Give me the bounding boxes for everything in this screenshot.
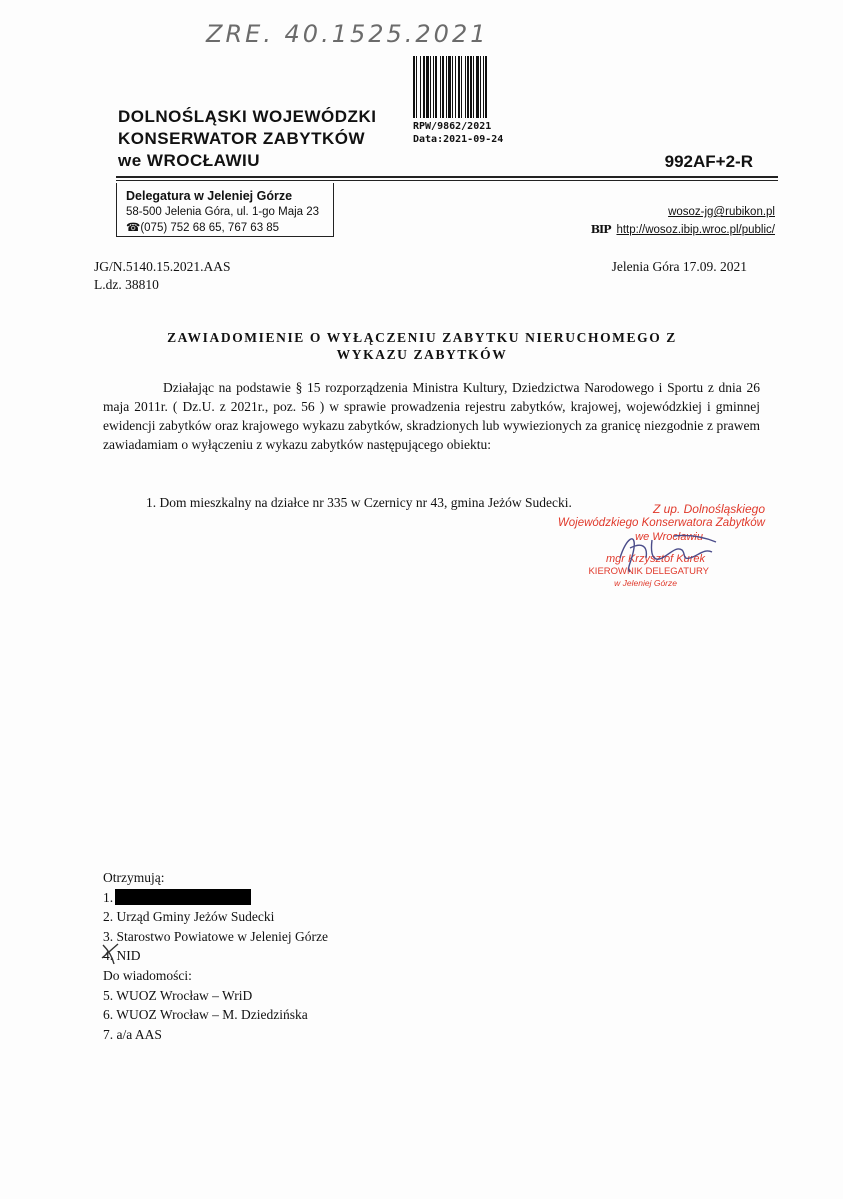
cc-recipient-6: 6. WUOZ Wrocław – M. Dziedzińska [103, 1007, 308, 1023]
cc-heading: Do wiadomości: [103, 967, 192, 983]
cc-recipient-5: 5. WUOZ Wrocław – WriD [103, 987, 253, 1003]
barcode-block [413, 56, 535, 146]
barcode-bar [485, 56, 487, 118]
org-line-2: KONSERWATOR ZABYTKÓW [118, 129, 366, 148]
stamp-line-4: mgr Krzysztof Kurek [605, 553, 705, 565]
stamp-line-6: w Jeleniej Górze [614, 578, 677, 588]
recipient-2: 2. Urząd Gminy Jeżów Sudecki [103, 909, 275, 925]
case-reference [94, 258, 231, 294]
barcode-number: RPW/9862/2021 [413, 121, 492, 132]
delegation-phone: (075) 752 68 65, 767 63 85 [140, 222, 280, 234]
stamp-line-5: KIEROWNIK DELEGATURY [588, 566, 709, 577]
header-rule-thin [116, 180, 778, 181]
recipients-heading: Otrzymują: [103, 870, 165, 885]
email-link[interactable]: wosoz-jg@rubikon.pl [668, 206, 775, 218]
bip-url-link[interactable]: http://wosoz.ibip.wroc.pl/public/ [616, 224, 775, 236]
barcode-image [413, 56, 535, 118]
stamp-line-2: Wojewódzkiego Konserwatora Zabytków [557, 517, 765, 529]
ldz-number: L.dz. 38810 [94, 277, 159, 292]
phone-icon: ☎ [126, 222, 141, 234]
document-title [94, 329, 750, 363]
title-line-2: WYKAZU ZABYTKÓW [336, 347, 508, 362]
case-number: JG/N.5140.15.2021.AAS [94, 259, 231, 274]
recipients-section [103, 868, 328, 1044]
recipient-4: 4. NID [103, 946, 328, 966]
document-code: 992AF+2-R [664, 152, 753, 171]
header-rule-thick [116, 176, 778, 178]
contact-links [591, 204, 775, 238]
redaction-block [115, 889, 251, 905]
recipient-3: 3. Starostwo Powiatowe w Jeleniej Górze [103, 928, 328, 944]
title-line-1: ZAWIADOMIENIE O WYŁĄCZENIU ZABYTKU NIERUCHOMEGO Z [167, 330, 677, 345]
barcode-date: Data:2021-09-24 [413, 134, 504, 145]
handwritten-signature [612, 528, 722, 576]
handwritten-reference: ZRE. 40.1525.2021 [206, 20, 489, 48]
stamp-line-3: we Wrocławiu [635, 531, 703, 543]
delegation-phone-row [126, 220, 319, 236]
delegation-address: 58-500 Jelenia Góra, ul. 1-go Maja 23 [126, 206, 320, 218]
bip-logo-icon: BIP [590, 223, 611, 236]
org-line-3: we WROCŁAWIU [118, 151, 260, 170]
delegation-info [126, 188, 319, 236]
place-date: Jelenia Góra 17.09. 2021 [611, 259, 747, 274]
body-paragraph: Działając na podstawie § 15 rozporządzenia Ministra Kultury, Dziedzictwa Narodowego i Sportu z dnia 26 maja 2011r. ( Dz.U. z 2021r., poz. 56 ) w sprawie prowadzenia rejestru zabytków, krajowej, wojewódzkiej i gminnej ewidencji zabytków oraz krajowego wykazu zabytków, skradzionych lub wywiezionych za granicę niezgodnie z prawem zawiadamiam o wyłączeniu z wykazu zabytków następującego obiektu: [103, 380, 760, 452]
organization-name [118, 106, 376, 172]
delegation-name: Delegatura w Jeleniej Górze [126, 189, 293, 203]
recipient-1: 1. [103, 888, 328, 908]
cc-recipient-7: 7. a/a AAS [103, 1026, 162, 1042]
check-mark-icon [101, 942, 121, 966]
org-line-1: DOLNOŚLĄSKI WOJEWÓDZKI [118, 107, 377, 126]
stamp-line-1: Z up. Dolnośląskiego [652, 502, 765, 516]
list-item-1: 1. Dom mieszkalny na działce nr 335 w Czernicy nr 43, gmina Jeżów Sudecki. [146, 495, 572, 510]
